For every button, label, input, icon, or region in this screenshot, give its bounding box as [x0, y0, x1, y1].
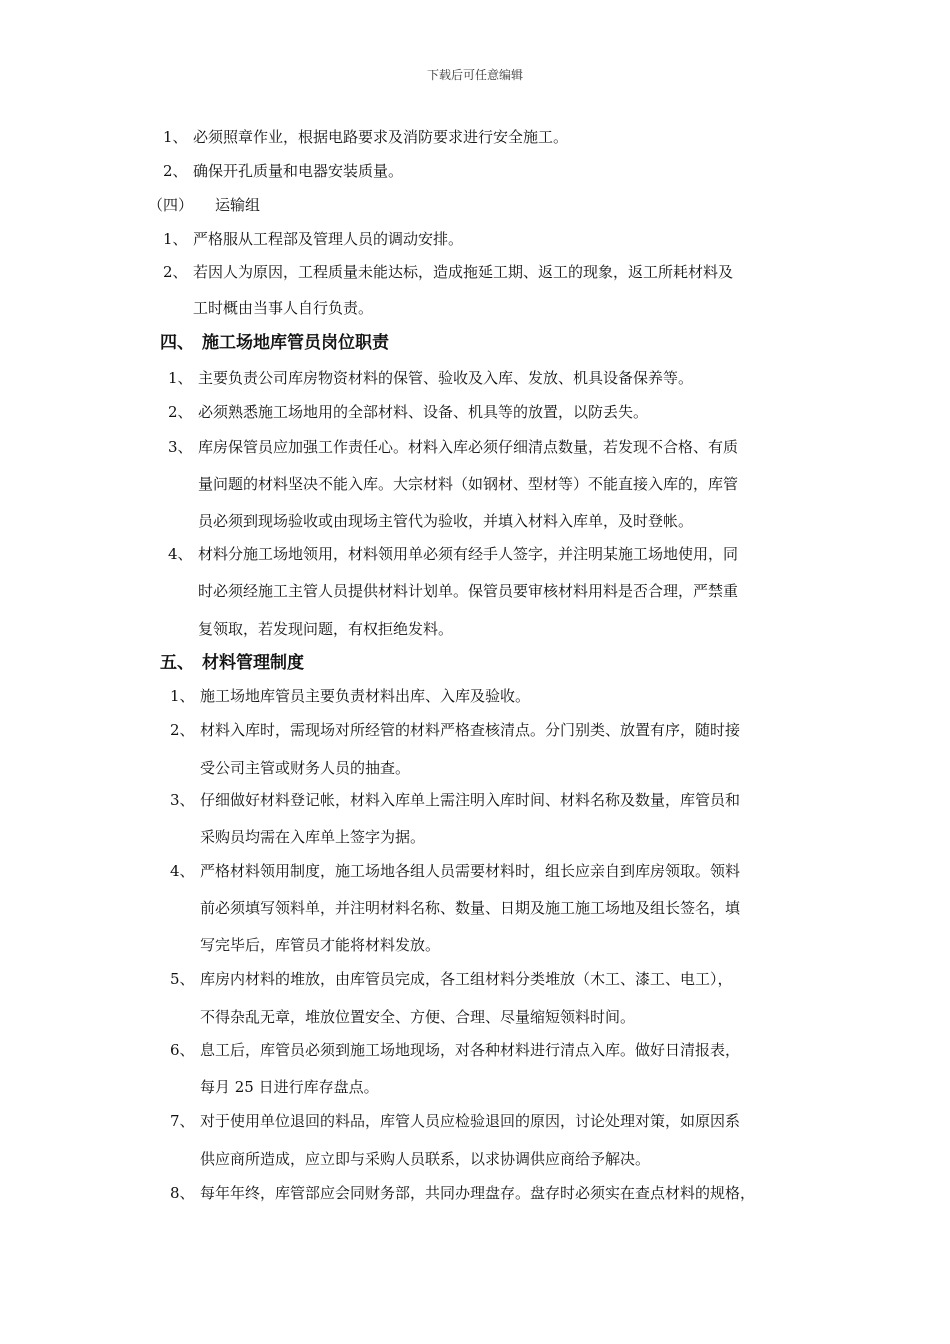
item-text: 每年年终，库管部应会同财务部，共同办理盘存。盘存时必须实在查点材料的规格， [200, 1184, 756, 1202]
list-item [170, 686, 530, 706]
list-item [168, 402, 648, 422]
subsection-number: （四） [148, 196, 194, 214]
item-number: 1、 [163, 128, 188, 146]
item-number: 3、 [168, 438, 193, 456]
item-text: 每月 25 日进行库存盘点。 [200, 1078, 379, 1096]
item-number: 1、 [170, 687, 195, 705]
list-item-continuation [200, 1149, 650, 1169]
item-text: 复领取，若发现问题，有权拒绝发料。 [198, 620, 454, 638]
list-item [163, 161, 403, 181]
item-text: 必须熟悉施工场地用的全部材料、设备、机具等的放置，以防丢失。 [198, 403, 649, 421]
list-item [163, 229, 463, 249]
item-number: 2、 [163, 162, 188, 180]
list-item-continuation [200, 827, 425, 847]
item-number: 2、 [163, 263, 188, 281]
item-text: 严格服从工程部及管理人员的调动安排。 [193, 230, 464, 248]
list-item-continuation [198, 581, 738, 601]
item-text: 写完毕后，库管员才能将材料发放。 [200, 936, 441, 954]
list-item [168, 437, 738, 457]
item-number: 4、 [170, 862, 195, 880]
list-item [163, 262, 733, 282]
item-number: 1、 [163, 230, 188, 248]
section-heading [160, 652, 304, 674]
item-text: 员必须到现场验收或由现场主管代为验收，并填入材料入库单，及时登帐。 [198, 512, 694, 530]
list-item [170, 861, 740, 881]
item-text: 息工后，库管员必须到施工场地现场，对各种材料进行清点入库。做好日清报表， [200, 1041, 741, 1059]
item-text: 若因人为原因，工程质量未能达标，造成拖延工期、返工的现象，返工所耗材料及 [193, 263, 734, 281]
subsection-text: 运输组 [215, 196, 261, 214]
list-item [170, 790, 740, 810]
item-number: 2、 [170, 721, 195, 739]
section-number: 四、 [160, 333, 194, 353]
list-item [168, 368, 693, 388]
list-item-continuation [193, 298, 373, 318]
list-item [163, 127, 568, 147]
page-header: 下载后可任意编辑 [426, 68, 523, 82]
subsection-title [148, 195, 260, 215]
list-item-continuation [200, 935, 440, 955]
item-text: 前必须填写领料单，并注明材料名称、数量、日期及施工施工场地及组长签名，填 [200, 899, 741, 917]
list-item-continuation [200, 1007, 635, 1027]
item-number: 3、 [170, 791, 195, 809]
list-item [170, 1040, 740, 1060]
item-text: 严格材料领用制度，施工场地各组人员需要材料时，组长应亲自到库房领取。领料 [200, 862, 741, 880]
list-item [168, 544, 738, 564]
section-title: 施工场地库管员岗位职责 [202, 333, 389, 353]
item-number: 1、 [168, 369, 193, 387]
item-number: 7、 [170, 1112, 195, 1130]
item-number: 5、 [170, 970, 195, 988]
item-text: 受公司主管或财务人员的抽查。 [200, 759, 411, 777]
item-text: 库房内材料的堆放，由库管员完成，各工组材料分类堆放（木工、漆工、电工）， [200, 970, 733, 988]
item-text: 必须照章作业，根据电路要求及消防要求进行安全施工。 [193, 128, 569, 146]
section-heading [160, 332, 389, 354]
item-number: 2、 [168, 403, 193, 421]
item-text: 采购员均需在入库单上签字为据。 [200, 828, 426, 846]
list-item [170, 969, 733, 989]
list-item [170, 1111, 740, 1131]
list-item-continuation [198, 619, 453, 639]
item-text: 仔细做好材料登记帐，材料入库单上需注明入库时间、材料名称及数量，库管员和 [200, 791, 741, 809]
section-title: 材料管理制度 [202, 653, 304, 673]
item-text: 库房保管员应加强工作责任心。材料入库必须仔细清点数量，若发现不合格、有质 [198, 438, 739, 456]
list-item [170, 1183, 755, 1203]
list-item-continuation [200, 758, 410, 778]
item-text: 材料分施工场地领用，材料领用单必须有经手人签字，并注明某施工场地使用，同 [198, 545, 739, 563]
item-text: 不得杂乱无章，堆放位置安全、方便、合理、尽量缩短领料时间。 [200, 1008, 636, 1026]
list-item [170, 720, 740, 740]
item-text: 主要负责公司库房物资材料的保管、验收及入库、发放、机具设备保养等。 [198, 369, 694, 387]
item-text: 确保开孔质量和电器安装质量。 [193, 162, 404, 180]
item-number: 8、 [170, 1184, 195, 1202]
list-item-continuation [198, 511, 693, 531]
item-text: 量问题的材料坚决不能入库。大宗材料（如钢材、型材等）不能直接入库的，库管 [198, 475, 739, 493]
item-text: 供应商所造成，应立即与采购人员联系，以求协调供应商给予解决。 [200, 1150, 651, 1168]
item-text: 工时概由当事人自行负责。 [193, 299, 374, 317]
list-item-continuation [198, 474, 738, 494]
item-text: 时必须经施工主管人员提供材料计划单。保管员要审核材料用料是否合理，严禁重 [198, 582, 739, 600]
section-number: 五、 [160, 653, 194, 673]
item-number: 4、 [168, 545, 193, 563]
item-text: 材料入库时，需现场对所经管的材料严格查核清点。分门别类、放置有序，随时接 [200, 721, 741, 739]
list-item-continuation [200, 898, 740, 918]
item-text: 施工场地库管员主要负责材料出库、入库及验收。 [200, 687, 531, 705]
item-text: 对于使用单位退回的料品，库管人员应检验退回的原因，讨论处理对策，如原因系 [200, 1112, 741, 1130]
list-item-continuation [200, 1077, 379, 1097]
item-number: 6、 [170, 1041, 195, 1059]
